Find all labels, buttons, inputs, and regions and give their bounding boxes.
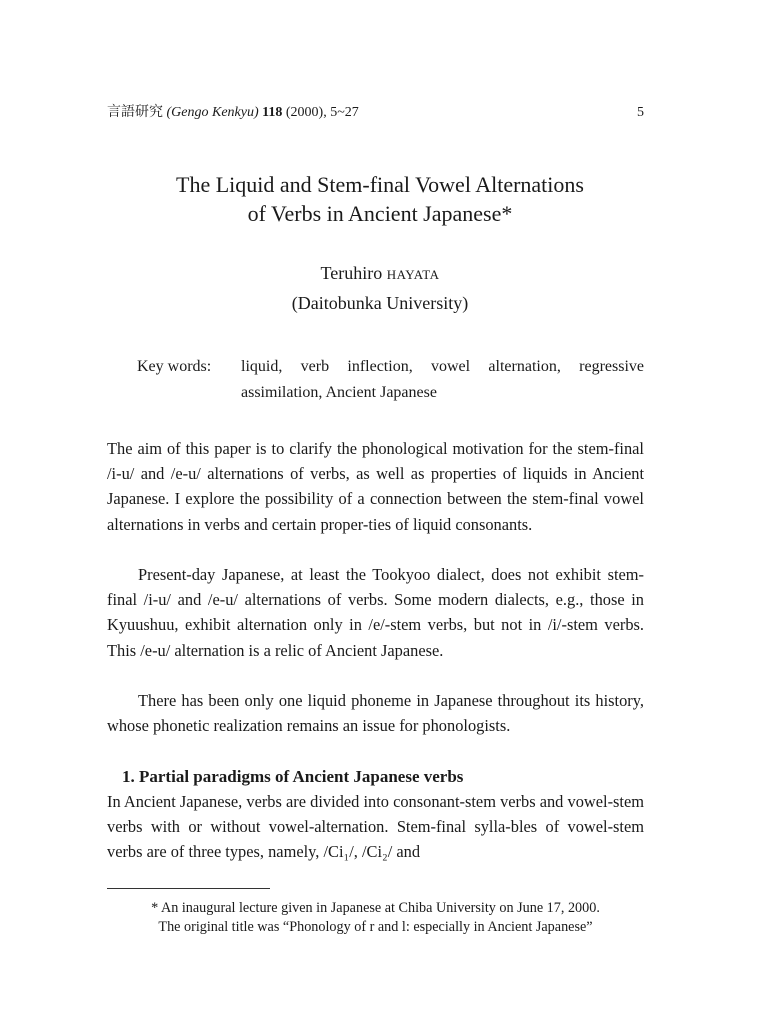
abstract-paragraph-3: There has been only one liquid phoneme in Japanese throughout its history, whose phonetic realization remains an issue for phonologists. xyxy=(107,691,644,736)
section-heading: 1. Partial paradigms of Ancient Japanese verbs xyxy=(122,767,464,786)
paper-title-line-1: The Liquid and Stem-final Vowel Alternations xyxy=(176,172,584,197)
author-name xyxy=(60,261,700,287)
running-head xyxy=(107,104,644,122)
section-paragraph: In Ancient Japanese, verbs are divided into consonant-stem verbs and vowel-stem verbs with or without vowel-alternation. Stem-final sylla-bles of vowel-stem verbs are of three types, namely, /Ci₁/, /Ci₂/ and xyxy=(107,792,644,862)
abstract-paragraph-2: Present-day Japanese, at least the Tookyoo dialect, does not exhibit stem-final /i-u/ and /e-u/ alternations of verbs. Some modern dialects, e.g., those in Kyuushuu, exhibit alternation only in /e/-stem verbs, but not in /i/-stem verbs. This /e-u/ alternation is a relic of Ancient Japanese. xyxy=(107,565,644,660)
paper-title-line-2: of Verbs in Ancient Japanese* xyxy=(247,201,513,226)
page-number: 5 xyxy=(637,105,644,120)
journal-title-japanese: 言語研究 xyxy=(107,105,163,120)
journal-volume: 118 xyxy=(262,105,283,120)
footnote-line-2: The original title was “Phonology of r and l: especially in Ancient Japanese” xyxy=(158,919,593,935)
journal-year-pages: (2000), 5~27 xyxy=(285,105,359,120)
journal-title-romanized: (Gengo Kenkyu) xyxy=(166,105,259,120)
footnote xyxy=(107,899,644,937)
author-given-name: Teruhiro xyxy=(320,263,383,283)
author-affiliation: (Daitobunka University) xyxy=(291,293,469,313)
footnote-line-1: * An inaugural lecture given in Japanese at Chiba University on June 17, 2000. xyxy=(151,900,600,916)
footnote-divider xyxy=(107,888,270,889)
journal-citation xyxy=(107,104,359,122)
paper-title xyxy=(60,170,700,228)
keywords-label: Key words: xyxy=(137,358,212,375)
author-family-name: HAYATA xyxy=(386,267,440,282)
abstract-paragraph-1: The aim of this paper is to clarify the phonological motivation for the stem-final /i-u/ and /e-u/ alternations of verbs, as well as properties of liquids in Ancient Japanese. I explore the possibility of a connection between the stem-final vowel alternations in verbs and certain proper-ties of liquid consonants. xyxy=(107,439,644,534)
keywords-list: liquid, verb inflection, vowel alternation, regressive assimilation, Ancient Japanese xyxy=(241,358,644,401)
